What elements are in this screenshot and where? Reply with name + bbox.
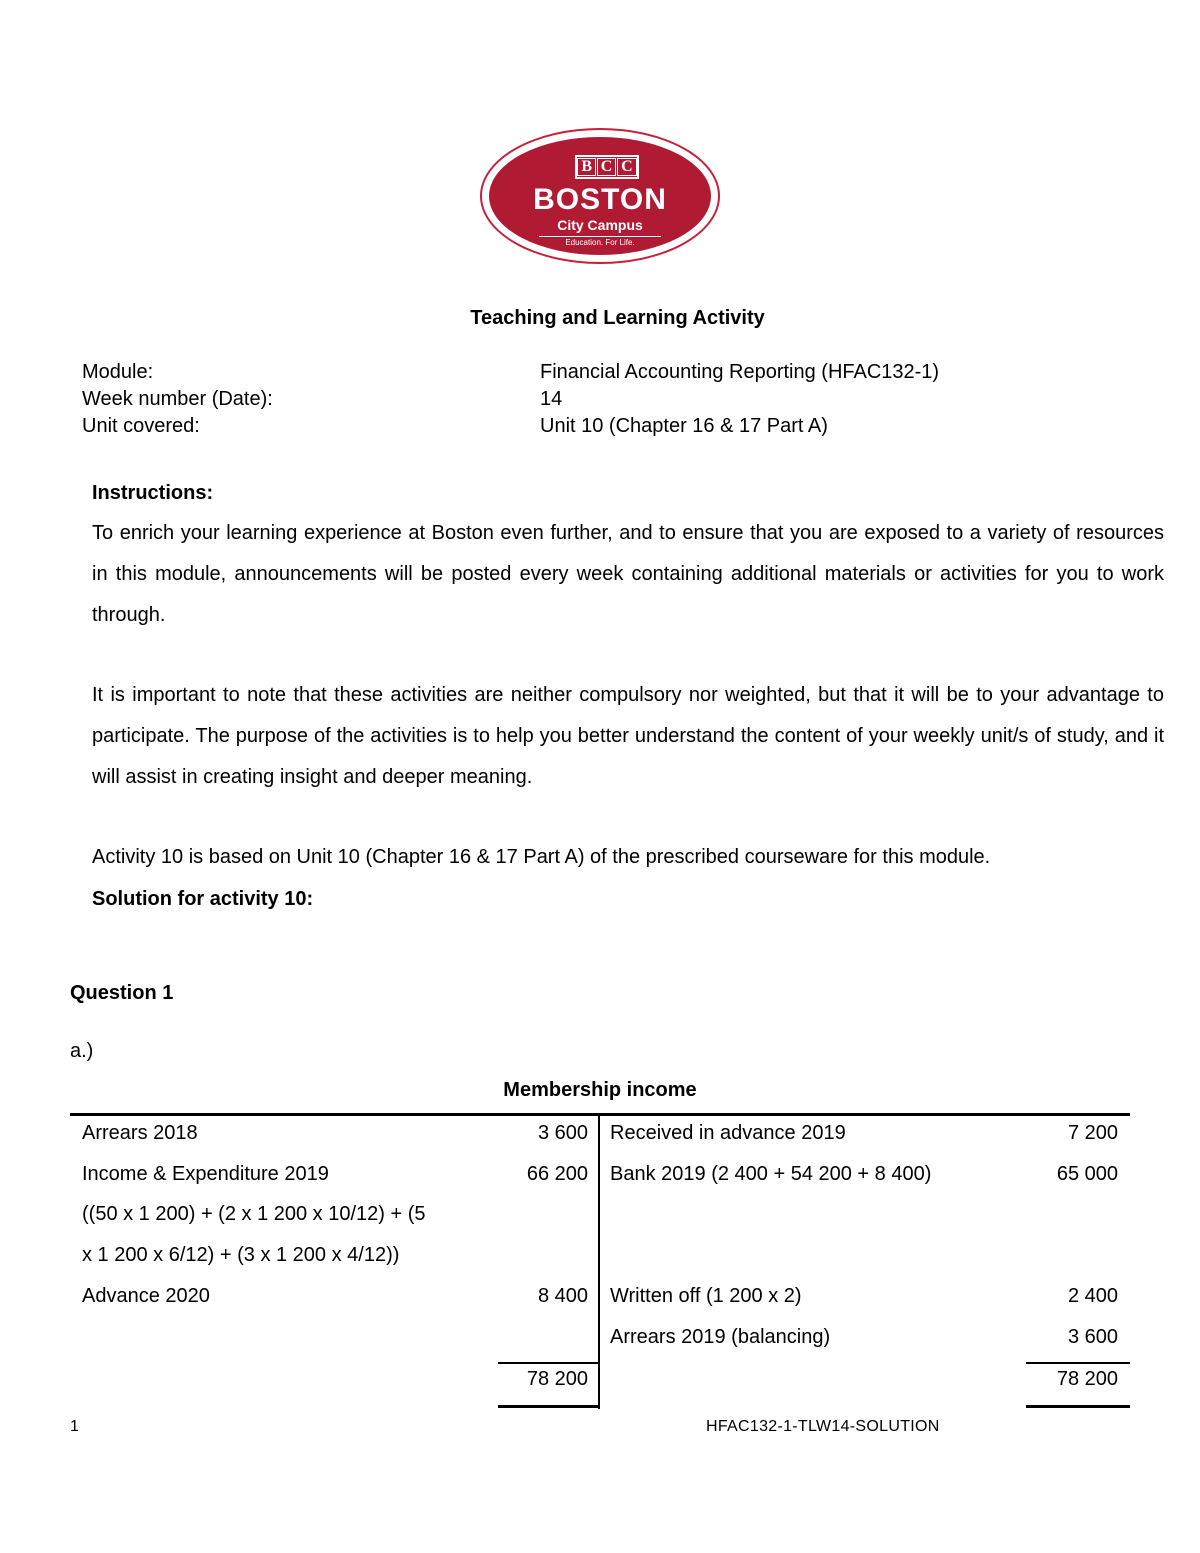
meta-value-week: 14 <box>540 388 563 410</box>
meta-value-unit: Unit 10 (Chapter 16 & 17 Part A) <box>540 415 828 437</box>
meta-label-module: Module: <box>82 361 154 383</box>
meta-value-module: Financial Accounting Reporting (HFAC132-1) <box>540 361 940 383</box>
solution-heading: Solution for activity 10: <box>92 888 314 910</box>
instructions-paragraph-3: Activity 10 is based on Unit 10 (Chapter 16 & 17 Part A) of the prescribed courseware for this module. <box>92 846 991 868</box>
credit-total-double-rule <box>1026 1405 1130 1408</box>
membership-income-ledger <box>70 1113 1130 1409</box>
instructions-paragraph-2: It is important to note that these activities are neither compulsory nor weighted, but that it will be to your advantage to participate. The purpose of the activities is to help you better understand the content of your weekly unit/s of study, and it will assist in creating insight and deeper meaning. <box>92 684 1164 788</box>
credit-desc: Bank 2019 (2 400 + 54 200 + 8 400) <box>610 1163 932 1185</box>
debit-amount: 8 400 <box>537 1285 588 1307</box>
logo-monogram <box>575 155 639 179</box>
credit-amount: 3 600 <box>1067 1326 1118 1348</box>
credit-desc: Arrears 2019 (balancing) <box>610 1326 831 1348</box>
debit-total-double-rule <box>498 1405 598 1408</box>
logo-monogram-letter: C <box>617 158 637 176</box>
debit-desc: ((50 x 1 200) + (2 x 1 200 x 10/12) + (5 <box>82 1203 426 1225</box>
meta-label-unit: Unit covered: <box>82 415 200 437</box>
meta-label-week: Week number (Date): <box>82 388 273 410</box>
debit-desc: Income & Expenditure 2019 <box>82 1163 329 1185</box>
question-part-label: a.) <box>70 1040 94 1062</box>
page-number: 1 <box>70 1418 79 1435</box>
debit-total-rule <box>498 1362 598 1364</box>
logo-name: BOSTON <box>533 183 667 216</box>
credit-total: 78 200 <box>1056 1368 1118 1390</box>
ledger-top-rule <box>70 1113 1130 1116</box>
debit-desc: Arrears 2018 <box>82 1122 198 1144</box>
logo-subtitle: City Campus <box>557 217 643 233</box>
debit-total: 78 200 <box>526 1368 588 1390</box>
debit-desc: Advance 2020 <box>82 1285 210 1307</box>
logo-tagline: Education. For Life. <box>565 238 635 247</box>
credit-amount: 2 400 <box>1067 1285 1118 1307</box>
debit-amount: 66 200 <box>526 1163 588 1185</box>
logo-badge <box>487 135 713 257</box>
page-title: Teaching and Learning Activity <box>470 307 765 329</box>
question-heading: Question 1 <box>70 982 174 1004</box>
credit-desc: Written off (1 200 x 2) <box>610 1285 802 1307</box>
credit-amount: 7 200 <box>1067 1122 1118 1144</box>
ledger-center-rule <box>598 1113 600 1409</box>
credit-total-rule <box>1026 1362 1130 1364</box>
document-code: HFAC132-1-TLW14-SOLUTION <box>706 1418 940 1435</box>
credit-desc: Received in advance 2019 <box>610 1122 846 1144</box>
debit-desc: x 1 200 x 6/12) + (3 x 1 200 x 4/12)) <box>82 1244 400 1266</box>
debit-amount: 3 600 <box>537 1122 588 1144</box>
credit-amount: 65 000 <box>1056 1163 1118 1185</box>
logo-monogram-letter: B <box>577 158 596 176</box>
instructions-heading: Instructions: <box>92 482 214 504</box>
boston-city-campus-logo <box>480 128 720 264</box>
logo-divider <box>539 236 661 237</box>
instructions-paragraph-1: To enrich your learning experience at Boston even further, and to ensure that you are exposed to a variety of resources in this module, announcements will be posted every week containing additional materials or activities for you to work through. <box>92 522 1164 626</box>
logo-monogram-letter: C <box>597 158 617 176</box>
ledger-title: Membership income <box>503 1079 697 1101</box>
